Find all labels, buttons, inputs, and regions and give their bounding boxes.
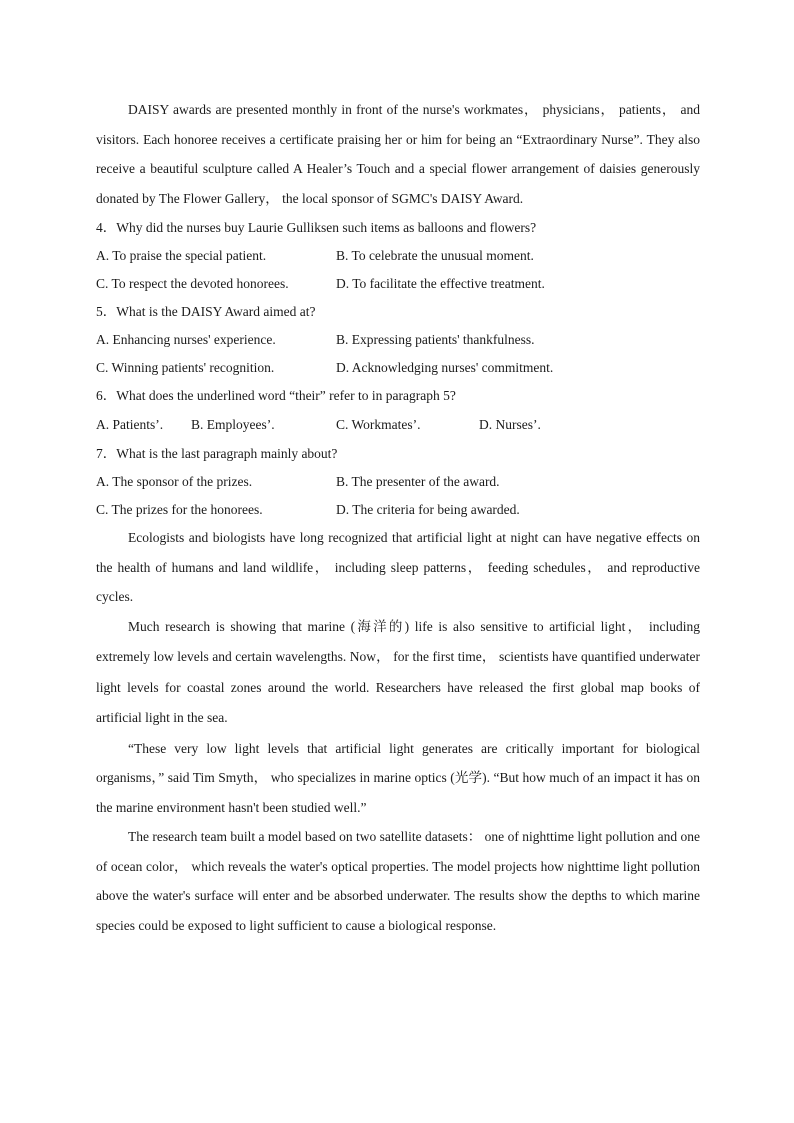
option-c: C. Workmates’. — [336, 417, 421, 432]
option-c: C. To respect the devoted honorees. — [96, 275, 289, 291]
question-stem — [96, 213, 700, 242]
passage1-paragraph: DAISY awards are presented monthly in front of the nurse's workmates， physicians， patients， and visitors. Each honoree receives a certificate praising her or him for being an “Extraordinary Nurse”. They also receive a beautiful sculpture called A Healer’s Touch and a special flower arrangement of daisies generously donated by The Flower Gallery， the local sponsor of SGMC's DAISY Award. — [96, 102, 700, 206]
question-6 — [96, 381, 700, 439]
question-7 — [96, 439, 700, 523]
option-c: C. Winning patients' recognition. — [96, 359, 275, 375]
option-a: A. Enhancing nurses' experience. — [96, 332, 276, 347]
question-stem — [96, 439, 700, 468]
question-number: 7． — [96, 446, 117, 461]
option-c: C. The prizes for the honorees. — [96, 501, 263, 517]
passage2-paragraph-1: Ecologists and biologists have long recognized that artificial light at night can have negative effects on the health of humans and land wildlife， including sleep patterns， feeding schedules， and reproductive cycles. — [96, 530, 700, 604]
question-number: 4． — [96, 220, 117, 235]
option-b: B. The presenter of the award. — [336, 474, 500, 489]
question-number: 5． — [96, 304, 117, 319]
document-page — [96, 95, 700, 940]
option-d: D. Acknowledging nurses' commitment. — [336, 359, 554, 375]
question-text: Why did the nurses buy Laurie Gulliksen such items as balloons and flowers? — [116, 220, 537, 235]
option-a: A. The sponsor of the prizes. — [96, 474, 253, 489]
passage2-paragraph-2: Much research is showing that marine (海洋的) life is also sensitive to artificial light， including extremely low levels and certain wavelengths. Now， for the first time， scientists have quantified underwater light levels for coastal zones around the world. Researchers have released the first global map books of artificial light in the sea. — [96, 618, 700, 725]
question-text: What is the last paragraph mainly about? — [116, 446, 338, 461]
option-d: D. To facilitate the effective treatment. — [336, 275, 545, 291]
option-b: B. Employees’. — [191, 417, 275, 432]
option-b: B. To celebrate the unusual moment. — [336, 248, 534, 263]
option-a: A. To praise the special patient. — [96, 248, 267, 263]
option-a: A. Patients’. — [96, 417, 164, 432]
question-4 — [96, 213, 700, 297]
question-number: 6． — [96, 388, 117, 403]
question-stem — [96, 381, 700, 410]
question-stem — [96, 297, 700, 326]
passage2-paragraph-4: The research team built a model based on two satellite datasets： one of nighttime light pollution and one of ocean color， which reveals the water's optical properties. The model projects how nighttime light pollution above the water's surface will enter and be absorbed underwater. The results show the depths to which marine species could be exposed to light sufficient to cause a biological response. — [96, 829, 700, 933]
option-b: B. Expressing patients' thankfulness. — [336, 332, 535, 347]
question-5 — [96, 297, 700, 381]
question-text: What is the DAISY Award aimed at? — [116, 304, 316, 319]
passage2-paragraph-3: “These very low light levels that artificial light generates are critically important for biological organisms，” said Tim Smyth， who specializes in marine optics (光学). “But how much of an impact it has on the marine environment hasn't been studied well.” — [96, 740, 700, 815]
option-d: D. Nurses’. — [479, 417, 541, 432]
option-d: D. The criteria for being awarded. — [336, 501, 520, 517]
question-text: What does the underlined word “their” refer to in paragraph 5? — [116, 388, 456, 403]
